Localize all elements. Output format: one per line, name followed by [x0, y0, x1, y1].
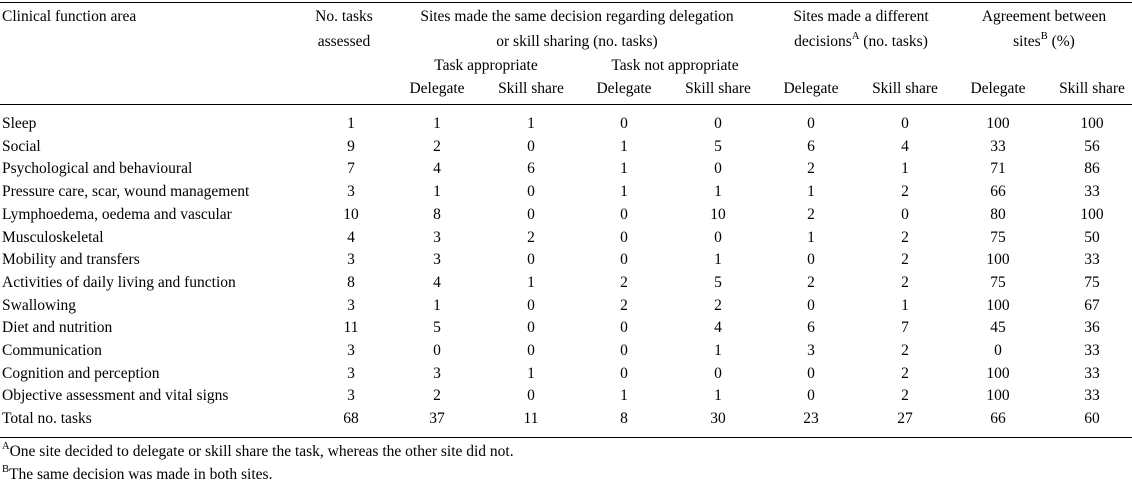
- header-tasks-line1: No. tasks: [315, 8, 373, 25]
- row-value-cell: 3: [347, 183, 355, 201]
- row-value-cell: 10: [710, 205, 726, 223]
- header-same-decision-line2: or skill sharing (no. tasks): [496, 33, 658, 50]
- row-area-label: Objective assessment and vital signs: [2, 387, 229, 405]
- row-area-label: Diet and nutrition: [2, 319, 113, 337]
- row-value-cell: 0: [527, 183, 535, 201]
- row-area-label: Total no. tasks: [2, 410, 92, 428]
- row-value-cell: 0: [714, 115, 722, 132]
- row-value-cell: 66: [990, 183, 1006, 201]
- header-delegate-not-appropriate: Delegate: [596, 80, 652, 97]
- table-row: [0, 297, 1132, 320]
- row-value-cell: 1: [527, 273, 535, 291]
- row-value-cell: 7: [901, 319, 909, 337]
- row-value-cell: 6: [527, 160, 535, 178]
- row-value-cell: 100: [1080, 205, 1104, 223]
- header-task-appropriate: Task appropriate: [434, 57, 538, 74]
- table-row: [0, 160, 1132, 183]
- row-value-cell: 4: [347, 228, 355, 246]
- row-value-cell: 0: [620, 251, 628, 269]
- row-value-cell: 27: [897, 410, 913, 428]
- row-value-cell: 3: [347, 364, 355, 382]
- table-row: [0, 251, 1132, 274]
- row-value-cell: 33: [1084, 387, 1100, 405]
- row-value-cell: 0: [620, 205, 628, 223]
- footnote-marker-a: A: [851, 31, 860, 42]
- row-value-cell: 75: [990, 228, 1006, 246]
- table-row: [0, 274, 1132, 297]
- top-rule: [0, 2, 1132, 3]
- row-value-cell: 4: [901, 137, 909, 155]
- row-value-cell: 2: [901, 183, 909, 201]
- table-row: [0, 342, 1132, 365]
- row-value-cell: 0: [620, 342, 628, 359]
- row-value-cell: 1: [807, 228, 815, 246]
- row-value-cell: 0: [807, 251, 815, 269]
- row-value-cell: 1: [714, 183, 722, 201]
- header-skillshare-agreement: Skill share: [1059, 80, 1125, 97]
- table-row: [0, 229, 1132, 252]
- header-clinical-area: Clinical function area: [2, 8, 137, 25]
- header-delegate-different: Delegate: [783, 80, 839, 97]
- row-value-cell: 2: [807, 273, 815, 291]
- row-area-label: Musculoskeletal: [2, 228, 104, 246]
- row-area-label: Psychological and behavioural: [2, 160, 193, 178]
- row-value-cell: 56: [1084, 137, 1100, 155]
- row-value-cell: 3: [433, 364, 441, 382]
- row-area-label: Activities of daily living and function: [2, 273, 236, 291]
- row-value-cell: 6: [807, 137, 815, 155]
- row-value-cell: 1: [620, 137, 628, 155]
- row-value-cell: 0: [714, 160, 722, 178]
- row-value-cell: 3: [433, 251, 441, 269]
- row-value-cell: 33: [1084, 183, 1100, 201]
- row-value-cell: 6: [807, 319, 815, 337]
- row-value-cell: 1: [620, 183, 628, 201]
- row-value-cell: 3: [347, 342, 355, 359]
- row-value-cell: 23: [803, 410, 819, 428]
- row-value-cell: 1: [714, 342, 722, 359]
- row-value-cell: 11: [523, 410, 539, 428]
- footnote-marker-b: B: [1040, 31, 1048, 42]
- row-area-label: Cognition and perception: [2, 364, 160, 382]
- row-value-cell: 50: [1084, 228, 1100, 246]
- row-value-cell: 2: [901, 251, 909, 269]
- row-value-cell: 66: [990, 410, 1006, 428]
- row-value-cell: 0: [807, 115, 815, 132]
- row-value-cell: 3: [347, 387, 355, 405]
- row-value-cell: 1: [807, 183, 815, 201]
- row-area-label: Social: [2, 137, 41, 155]
- header-skillshare-not-appropriate: Skill share: [685, 80, 751, 97]
- row-value-cell: 33: [1084, 251, 1100, 269]
- row-value-cell: 0: [527, 251, 535, 269]
- row-value-cell: 0: [527, 205, 535, 223]
- row-value-cell: 1: [433, 115, 441, 132]
- row-value-cell: 5: [714, 137, 722, 155]
- row-value-cell: 2: [433, 387, 441, 405]
- row-value-cell: 60: [1084, 410, 1100, 428]
- row-value-cell: 5: [433, 319, 441, 337]
- footnote-b: $^B$The same decision was made in both sites.: [2, 464, 273, 483]
- row-value-cell: 33: [1084, 342, 1100, 359]
- row-value-cell: 2: [807, 205, 815, 223]
- row-value-cell: 75: [1084, 273, 1100, 291]
- row-value-cell: 0: [807, 387, 815, 405]
- row-value-cell: 3: [347, 251, 355, 269]
- row-value-cell: 33: [1084, 364, 1100, 382]
- row-value-cell: 37: [429, 410, 445, 428]
- header-different-line2: decisions$^A$ (no. tasks): [794, 31, 928, 50]
- row-value-cell: 1: [714, 251, 722, 269]
- row-value-cell: 5: [714, 273, 722, 291]
- row-value-cell: 3: [347, 296, 355, 314]
- header-task-not-appropriate: Task not appropriate: [611, 57, 739, 74]
- row-value-cell: 2: [901, 228, 909, 246]
- row-area-label: Sleep: [2, 115, 37, 132]
- row-value-cell: 1: [714, 387, 722, 405]
- table-row: [0, 206, 1132, 229]
- table-row: [0, 365, 1132, 388]
- row-value-cell: 1: [433, 296, 441, 314]
- row-value-cell: 0: [527, 387, 535, 405]
- row-value-cell: 0: [714, 228, 722, 246]
- row-value-cell: 7: [347, 160, 355, 178]
- row-value-cell: 2: [807, 160, 815, 178]
- row-value-cell: 67: [1084, 296, 1100, 314]
- row-area-label: Communication: [2, 342, 102, 359]
- row-value-cell: 0: [807, 364, 815, 382]
- row-value-cell: 2: [901, 273, 909, 291]
- table-row: [0, 115, 1132, 138]
- row-value-cell: 9: [347, 137, 355, 155]
- footnote-a: $^A$One site decided to delegate or skill share the task, whereas the other site did not.: [2, 441, 514, 460]
- header-bottom-rule: [0, 104, 1132, 105]
- row-value-cell: 0: [527, 342, 535, 359]
- row-value-cell: 1: [527, 115, 535, 132]
- row-value-cell: 33: [990, 137, 1006, 155]
- row-value-cell: 0: [807, 296, 815, 314]
- row-value-cell: 8: [347, 273, 355, 291]
- row-value-cell: 8: [433, 205, 441, 223]
- row-value-cell: 4: [714, 319, 722, 337]
- row-value-cell: 0: [901, 115, 909, 132]
- row-value-cell: 1: [620, 387, 628, 405]
- row-value-cell: 75: [990, 273, 1006, 291]
- row-value-cell: 0: [620, 364, 628, 382]
- row-value-cell: 100: [986, 251, 1010, 269]
- row-value-cell: 36: [1084, 319, 1100, 337]
- row-value-cell: 0: [527, 319, 535, 337]
- table-bottom-rule: [0, 437, 1132, 438]
- row-value-cell: 3: [433, 228, 441, 246]
- row-area-label: Pressure care, scar, wound management: [2, 183, 250, 201]
- header-agreement-line1: Agreement between: [981, 8, 1107, 25]
- row-value-cell: 0: [620, 115, 628, 132]
- row-value-cell: 0: [620, 319, 628, 337]
- row-value-cell: 1: [347, 115, 355, 132]
- row-value-cell: 2: [527, 228, 535, 246]
- table-row: [0, 410, 1132, 433]
- row-value-cell: 0: [527, 296, 535, 314]
- row-value-cell: 0: [994, 342, 1002, 359]
- row-value-cell: 8: [620, 410, 628, 428]
- table-row: [0, 387, 1132, 410]
- row-value-cell: 10: [343, 205, 359, 223]
- row-value-cell: 100: [986, 387, 1010, 405]
- row-value-cell: 4: [433, 273, 441, 291]
- header-tasks-line2: assessed: [317, 33, 371, 50]
- row-value-cell: 11: [343, 319, 359, 337]
- row-value-cell: 4: [433, 160, 441, 178]
- row-value-cell: 2: [433, 137, 441, 155]
- header-same-decision-line1: Sites made the same decision regarding delegation: [420, 8, 734, 25]
- row-value-cell: 0: [901, 205, 909, 223]
- row-value-cell: 3: [807, 342, 815, 359]
- row-value-cell: 2: [901, 364, 909, 382]
- row-value-cell: 100: [986, 296, 1010, 314]
- row-value-cell: 86: [1084, 160, 1100, 178]
- table-row: [0, 138, 1132, 161]
- row-value-cell: 2: [901, 342, 909, 359]
- table-row: [0, 319, 1132, 342]
- header-delegate-agreement: Delegate: [970, 80, 1026, 97]
- row-value-cell: 71: [990, 160, 1006, 178]
- row-value-cell: 100: [986, 115, 1010, 132]
- row-value-cell: 0: [527, 137, 535, 155]
- row-value-cell: 100: [986, 364, 1010, 382]
- table-row: [0, 183, 1132, 206]
- row-value-cell: 2: [901, 387, 909, 405]
- row-value-cell: 0: [620, 228, 628, 246]
- row-value-cell: 45: [990, 319, 1006, 337]
- row-value-cell: 1: [527, 364, 535, 382]
- header-different-line1: Sites made a different: [793, 8, 929, 25]
- header-skillshare-appropriate: Skill share: [498, 80, 564, 97]
- header-delegate-appropriate: Delegate: [409, 80, 465, 97]
- row-area-label: Lymphoedema, oedema and vascular: [2, 205, 232, 223]
- row-value-cell: 2: [620, 296, 628, 314]
- row-value-cell: 1: [433, 183, 441, 201]
- row-value-cell: 1: [620, 160, 628, 178]
- row-area-label: Mobility and transfers: [2, 251, 140, 269]
- row-area-label: Swallowing: [2, 296, 77, 314]
- row-value-cell: 2: [620, 273, 628, 291]
- row-value-cell: 100: [1080, 115, 1104, 132]
- row-value-cell: 30: [710, 410, 726, 428]
- row-value-cell: 0: [433, 342, 441, 359]
- row-value-cell: 80: [990, 205, 1006, 223]
- row-value-cell: 1: [901, 296, 909, 314]
- row-value-cell: 1: [901, 160, 909, 178]
- header-skillshare-different: Skill share: [872, 80, 938, 97]
- row-value-cell: 0: [714, 364, 722, 382]
- header-agreement-line2: sites$^B$ (%): [1013, 31, 1075, 50]
- row-value-cell: 68: [343, 410, 359, 428]
- row-value-cell: 2: [714, 296, 722, 314]
